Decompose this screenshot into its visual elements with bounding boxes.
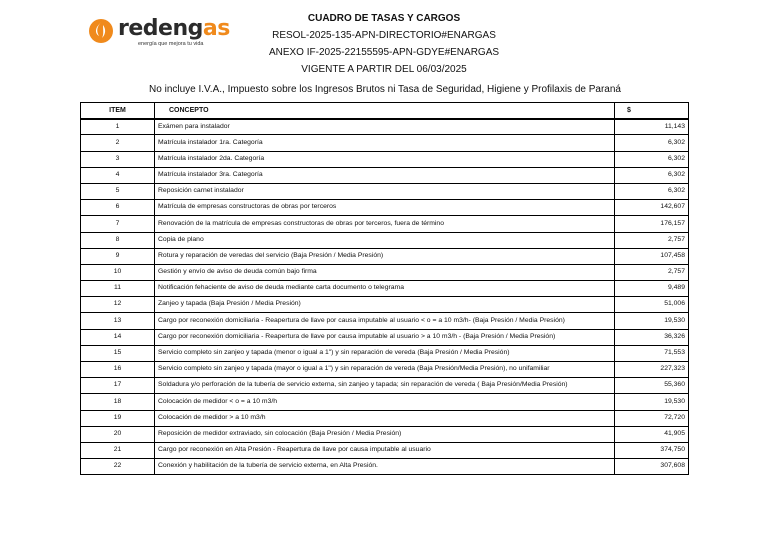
row-concept: Copia de plano bbox=[155, 232, 615, 248]
row-item-number: 22 bbox=[81, 459, 155, 475]
table-row bbox=[81, 264, 689, 280]
brand-name-part1: redeng bbox=[118, 16, 203, 41]
column-header-item: ITEM bbox=[81, 103, 155, 119]
row-concept: Reposición carnet instalador bbox=[155, 183, 615, 199]
row-amount: 2,757 bbox=[615, 264, 689, 280]
table-body bbox=[81, 119, 689, 475]
table-row bbox=[81, 459, 689, 475]
row-amount: 11,143 bbox=[615, 119, 689, 135]
column-header-concepto: CONCEPTO bbox=[155, 103, 615, 119]
brand-name-part2: as bbox=[202, 16, 230, 41]
table-row bbox=[81, 232, 689, 248]
table-row bbox=[81, 281, 689, 297]
row-concept: Soldadura y/o perforación de la tubería de servicio externa, sin zanjeo y tapada; sin reparación de vereda ( Baja Presión/Media Presión) bbox=[155, 378, 615, 394]
document-header bbox=[200, 10, 568, 78]
row-concept: Servicio completo sin zanjeo y tapada (menor o igual a 1") y sin reparación de vereda (Baja Presión / Media Presión) bbox=[155, 345, 615, 361]
row-amount: 51,006 bbox=[615, 297, 689, 313]
row-concept: Cargo por reconexión domiciliaria - Reapertura de llave por causa imputable al usuario < o = a 10 m3/h- (Baja Presión / Media Presión) bbox=[155, 313, 615, 329]
charges-table bbox=[80, 102, 689, 475]
column-header-amount: $ bbox=[615, 103, 689, 119]
row-item-number: 10 bbox=[81, 264, 155, 280]
row-amount: 72,720 bbox=[615, 410, 689, 426]
table-row bbox=[81, 329, 689, 345]
effective-date: VIGENTE A PARTIR DEL 06/03/2025 bbox=[301, 64, 467, 75]
row-amount: 142,607 bbox=[615, 200, 689, 216]
row-item-number: 18 bbox=[81, 394, 155, 410]
table-row bbox=[81, 135, 689, 151]
row-item-number: 20 bbox=[81, 426, 155, 442]
row-item-number: 16 bbox=[81, 362, 155, 378]
table-header-row bbox=[81, 103, 689, 119]
row-item-number: 3 bbox=[81, 151, 155, 167]
row-amount: 6,302 bbox=[615, 151, 689, 167]
row-concept: Matrícula instalador 1ra. Categoría bbox=[155, 135, 615, 151]
table-row bbox=[81, 410, 689, 426]
row-amount: 374,750 bbox=[615, 442, 689, 458]
row-item-number: 11 bbox=[81, 281, 155, 297]
row-amount: 6,302 bbox=[615, 167, 689, 183]
table-row bbox=[81, 442, 689, 458]
table-row bbox=[81, 119, 689, 135]
row-amount: 36,326 bbox=[615, 329, 689, 345]
row-concept: Matrícula instalador 2da. Categoría bbox=[155, 151, 615, 167]
row-concept: Servicio completo sin zanjeo y tapada (mayor o igual a 1") y sin reparación de vereda (Baja Presión/Media Presión), no unifamiliar bbox=[155, 362, 615, 378]
row-item-number: 9 bbox=[81, 248, 155, 264]
row-concept: Cargo por reconexión en Alta Presión - Reapertura de llave por causa imputable al usuario bbox=[155, 442, 615, 458]
table-row bbox=[81, 345, 689, 361]
table-row bbox=[81, 183, 689, 199]
table-row bbox=[81, 297, 689, 313]
row-item-number: 12 bbox=[81, 297, 155, 313]
row-item-number: 6 bbox=[81, 200, 155, 216]
table-row bbox=[81, 151, 689, 167]
brand-tagline: energía que mejora tu vida bbox=[138, 41, 204, 47]
row-item-number: 2 bbox=[81, 135, 155, 151]
row-concept: Renovación de la matrícula de empresas constructoras de obras por terceros, fuera de término bbox=[155, 216, 615, 232]
row-concept: Matrícula de empresas constructoras de obras por terceros bbox=[155, 200, 615, 216]
annex-reference: ANEXO IF-2025-22155595-APN-GDYE#ENARGAS bbox=[268, 47, 500, 58]
row-amount: 227,323 bbox=[615, 362, 689, 378]
flame-logo-icon bbox=[88, 18, 114, 44]
row-concept: Notificación fehaciente de aviso de deuda mediante carta documento o telegrama bbox=[155, 281, 615, 297]
row-concept: Rotura y reparación de veredas del servicio (Baja Presión / Media Presión) bbox=[155, 248, 615, 264]
row-concept: Colocación de medidor > a 10 m3/h bbox=[155, 410, 615, 426]
table-row bbox=[81, 200, 689, 216]
row-amount: 41,905 bbox=[615, 426, 689, 442]
row-item-number: 21 bbox=[81, 442, 155, 458]
row-item-number: 4 bbox=[81, 167, 155, 183]
table-row bbox=[81, 394, 689, 410]
row-concept: Conexión y habilitación de la tubería de servicio externa, en Alta Presión. bbox=[155, 459, 615, 475]
row-item-number: 8 bbox=[81, 232, 155, 248]
row-amount: 19,530 bbox=[615, 394, 689, 410]
row-concept: Colocación de medidor < o = a 10 m3/h bbox=[155, 394, 615, 410]
row-item-number: 15 bbox=[81, 345, 155, 361]
resolution-reference: RESOL-2025-135-APN-DIRECTORIO#ENARGAS bbox=[272, 30, 496, 41]
row-item-number: 13 bbox=[81, 313, 155, 329]
row-concept: Exámen para instalador bbox=[155, 119, 615, 135]
row-concept: Reposición de medidor extraviado, sin colocación (Baja Presión / Media Presión) bbox=[155, 426, 615, 442]
row-item-number: 19 bbox=[81, 410, 155, 426]
row-concept: Matrícula instalador 3ra. Categoría bbox=[155, 167, 615, 183]
table-row bbox=[81, 426, 689, 442]
row-item-number: 7 bbox=[81, 216, 155, 232]
table-row bbox=[81, 313, 689, 329]
row-amount: 6,302 bbox=[615, 135, 689, 151]
row-concept: Gestión y envío de aviso de deuda común bajo firma bbox=[155, 264, 615, 280]
table-row bbox=[81, 216, 689, 232]
row-concept: Zanjeo y tapada (Baja Presión / Media Presión) bbox=[155, 297, 615, 313]
row-concept: Cargo por reconexión domiciliaria - Reapertura de llave por causa imputable al usuario > a 10 m3/h - (Baja Presión / Media Presión) bbox=[155, 329, 615, 345]
table-row bbox=[81, 362, 689, 378]
row-item-number: 14 bbox=[81, 329, 155, 345]
row-amount: 176,157 bbox=[615, 216, 689, 232]
row-amount: 6,302 bbox=[615, 183, 689, 199]
row-item-number: 1 bbox=[81, 119, 155, 135]
row-item-number: 5 bbox=[81, 183, 155, 199]
table-row bbox=[81, 167, 689, 183]
row-item-number: 17 bbox=[81, 378, 155, 394]
row-amount: 71,553 bbox=[615, 345, 689, 361]
row-amount: 55,360 bbox=[615, 378, 689, 394]
tax-exclusion-note: No incluye I.V.A., Impuesto sobre los Ingresos Brutos ni Tasa de Seguridad, Higiene y Profilaxis de Paraná bbox=[149, 84, 621, 95]
table-row bbox=[81, 378, 689, 394]
row-amount: 2,757 bbox=[615, 232, 689, 248]
row-amount: 19,530 bbox=[615, 313, 689, 329]
row-amount: 107,458 bbox=[615, 248, 689, 264]
row-amount: 307,608 bbox=[615, 459, 689, 475]
row-amount: 9,489 bbox=[615, 281, 689, 297]
document-title: CUADRO DE TASAS Y CARGOS bbox=[307, 13, 461, 24]
table-row bbox=[81, 248, 689, 264]
